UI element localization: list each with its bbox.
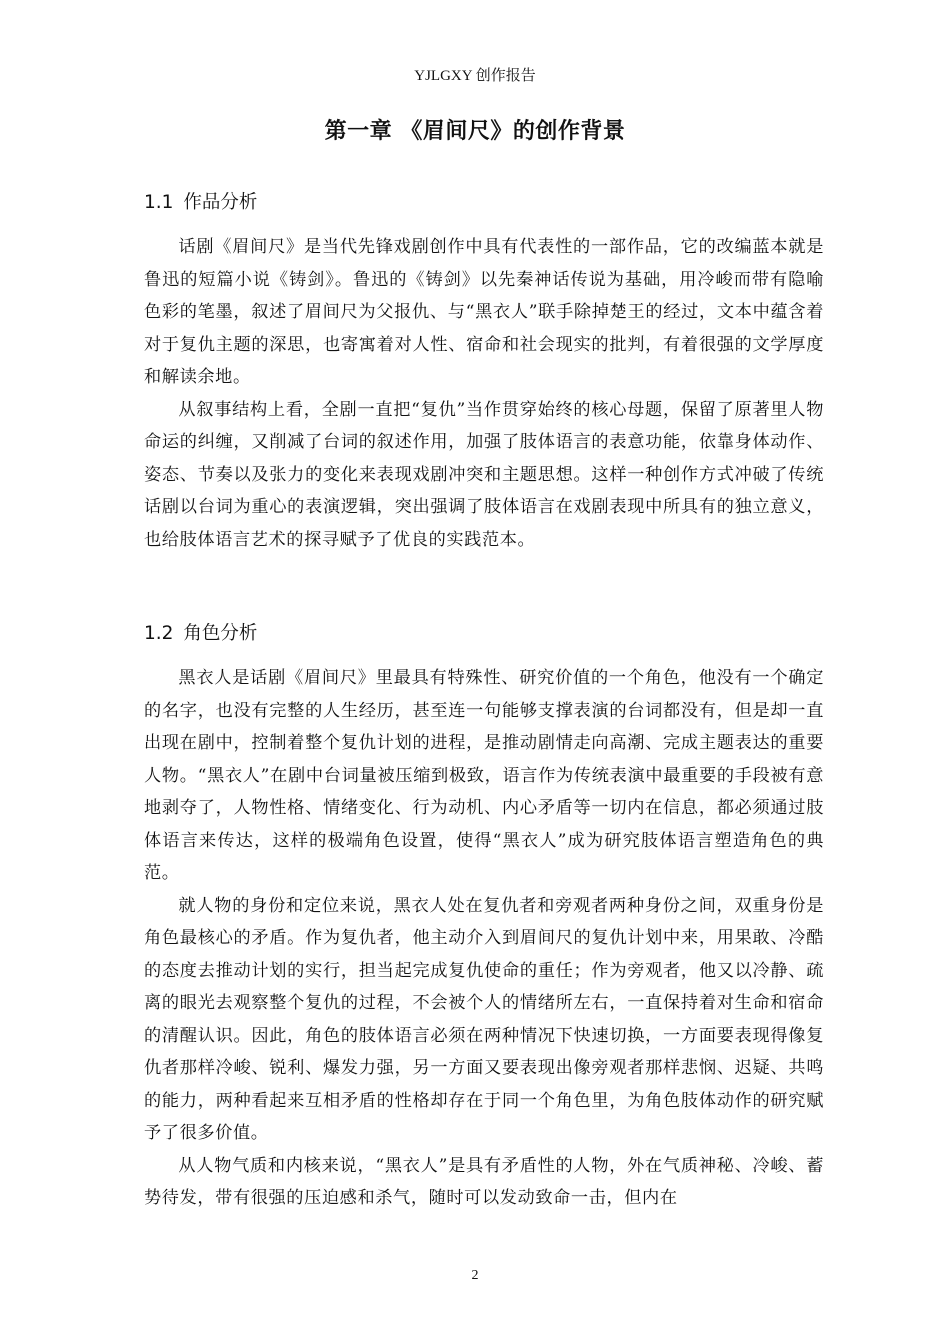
paragraph: 从叙事结构上看，全剧一直把“复仇”当作贯穿始终的核心母题，保留了原著里人物命运的纠缠，又削减了台词的叙述作用，加强了肢体语言的表意功能，依靠身体动作、姿态、节奏以及张力的变化来表现戏剧冲突和主题思想。这样一种创作方式冲破了传统话剧以台词为重心的表演逻辑，突出强调了肢体语言在戏剧表现中所具有的独立意义，也给肢体语言艺术的探寻赋予了优良的实践范本。 <box>144 399 824 550</box>
section-number: 1.1 <box>144 192 174 213</box>
section-title: 角色分析 <box>183 623 258 644</box>
paragraph: 话剧《眉间尺》是当代先锋戏剧创作中具有代表性的一部作品，它的改编蓝本就是鲁迅的短篇小说《铸剑》。鲁迅的《铸剑》以先秦神话传说为基础，用冷峻而带有隐喻色彩的笔墨，叙述了眉间尺为父报仇、与“黑衣人”联手除掉楚王的经过，文本中蕴含着对于复仇主题的深思，也寄寓着对人性、宿命和社会现实的批判，有着很强的文学厚度和解读余地。 <box>144 237 824 387</box>
chapter-title: 第一章 《眉间尺》的创作背景 <box>324 119 626 144</box>
section-character-analysis <box>144 618 824 1215</box>
paragraph: 就人物的身份和定位来说，黑衣人处在复仇者和旁观者两种身份之间，双重身份是角色最核心的矛盾。作为复仇者，他主动介入到眉间尺的复仇计划中来，用果敢、冷酷的态度去推动计划的实行，担当起完成复仇使命的重任；作为旁观者，他又以冷静、疏离的眼光去观察整个复仇的过程，不会被个人的情绪所左右，一直保持着对生命和宿命的清醒认识。因此，角色的肢体语言必须在两种情况下快速切换，一方面要表现得像复仇者那样冷峻、锐利、爆发力强，另一方面又要表现出像旁观者那样悲悯、迟疑、共鸣的能力，两种看起来互相矛盾的性格却存在于同一个角色里，为角色肢体动作的研究赋予了很多价值。 <box>144 895 824 1143</box>
section-work-analysis <box>144 187 824 556</box>
section-heading <box>144 618 824 650</box>
page-number: 2 <box>471 1268 479 1283</box>
section-number: 1.2 <box>144 623 174 644</box>
paragraph: 从人物气质和内核来说，“黑衣人”是具有矛盾性的人物，外在气质神秘、冷峻、蓄势待发，带有很强的压迫感和杀气，随时可以发动致命一击，但内在 <box>144 1155 824 1208</box>
section-heading <box>144 187 824 219</box>
paragraph: 黑衣人是话剧《眉间尺》里最具有特殊性、研究价值的一个角色，他没有一个确定的名字，也没有完整的人生经历，甚至连一句能够支撑表演的台词都没有，但是却一直出现在剧中，控制着整个复仇计划的进程，是推动剧情走向高潮、完成主题表达的重要人物。“黑衣人”在剧中台词量被压缩到极致，语言作为传统表演中最重要的手段被有意地剥夺了，人物性格、情绪变化、行为动机、内心矛盾等一切内在信息，都必须通过肢体语言来传达，这样的极端角色设置，使得“黑衣人”成为研究肢体语言塑造角色的典范。 <box>144 668 824 883</box>
page-header: YJLGXY 创作报告 <box>414 68 536 84</box>
section-title: 作品分析 <box>183 192 258 213</box>
